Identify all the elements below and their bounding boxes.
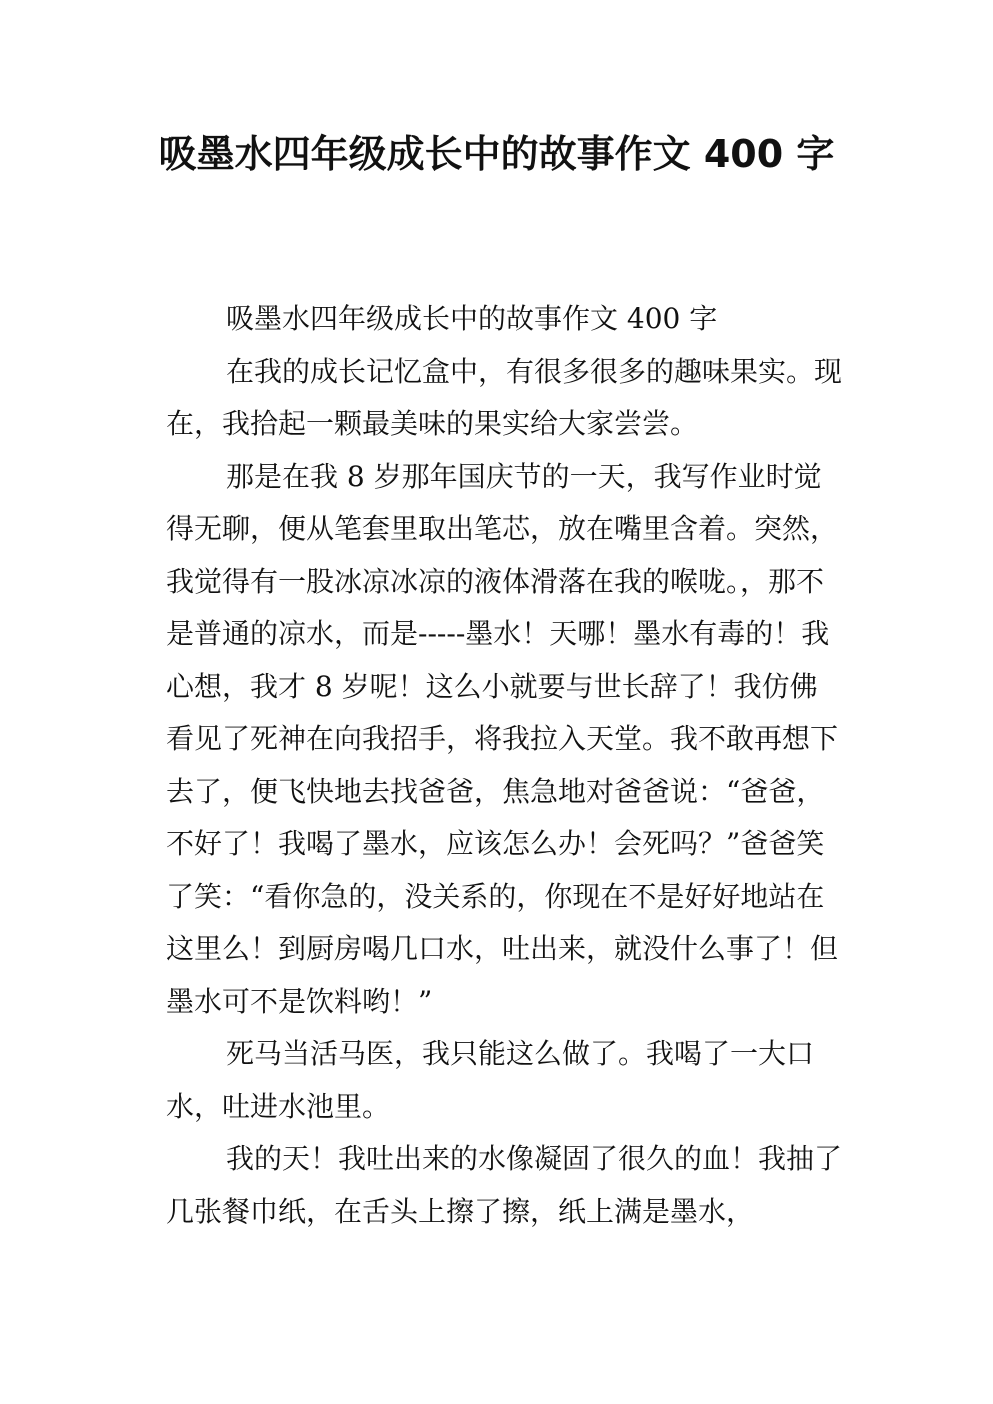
paragraph: 死马当活马医，我只能这么做了。我喝了一大口水，吐进水池里。 — [166, 1037, 815, 1123]
document-body — [166, 293, 842, 1238]
paragraph: 那是在我 8 岁那年国庆节的一天，我写作业时觉得无聊，便从笔套里取出笔芯，放在嘴里含着。突然，我觉得有一股冰凉冰凉的液体滑落在我的喉咙。，那不是普通的凉水，而是-----墨水！天哪！墨水有毒的！我心想，我才 8 岁呢！这么小就要与世长辞了！我仿佛看见了死神在向我招手，将我拉入天堂。我不敢再想下去了，便飞快地去找爸爸，焦急地对爸爸说：“爸爸，不好了！我喝了墨水，应该怎么办！会死吗？”爸爸笑了笑：“看你急的，没关系的，你现在不是好好地站在这里么！到厨房喝几口水，吐出来，就没什么事了！但墨水可不是饮料哟！” — [166, 459, 839, 1018]
paragraph-heading: 吸墨水四年级成长中的故事作文 400 字 — [226, 302, 718, 335]
paragraph: 在我的成长记忆盒中，有很多很多的趣味果实。现在，我拾起一颗最美味的果实给大家尝尝。 — [166, 354, 843, 440]
paragraph: 我的天！我吐出来的水像凝固了很久的血！我抽了几张餐巾纸，在舌头上擦了擦，纸上满是墨水， — [166, 1142, 843, 1228]
document-title: 吸墨水四年级成长中的故事作文 400 字 — [158, 132, 835, 176]
